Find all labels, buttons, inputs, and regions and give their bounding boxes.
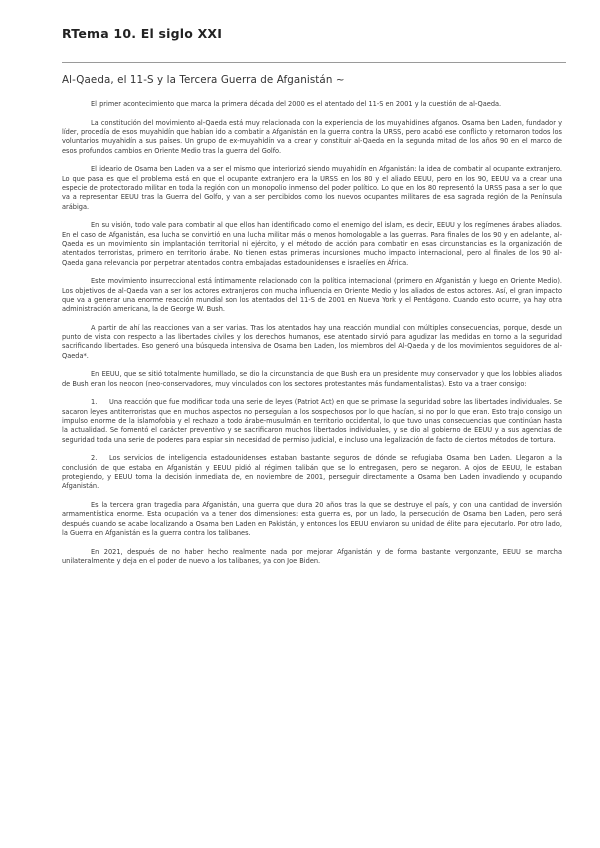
paragraph: A partir de ahí las reacciones van a ser varias. Tras los atentados hay una reacción mundial con múltiples consecuencias, porque, desde un punto de vista con respecto a las libertades civiles y los derechos humanos, ese atentado sirvió para agudizar las medidas en torno a la seguridad sacrificando libertades. Eso generó una búsqueda intensiva de Osama ben Laden, los miembros del Al-Qaeda y de los movimientos seguidores de al-Qaeda*.	[62, 323, 562, 360]
paragraph: El primer acontecimiento que marca la primera década del 2000 es el atentado del 11-S en 2001 y la cuestión de al-Qaeda.	[91, 100, 502, 108]
paragraph: El ideario de Osama ben Laden va a ser el mismo que interiorizó siendo muyahidín en Afganistán: la idea de combatir al ocupante extranjero. Lo que pasa es que el problema está en que el ocupante extranjero era la URSS en los 80 y el aliado EEUU, pero en los 90, EEUU va a crear una especie de protectorado militar en toda la región con un monopolio inmenso del poder político. Lo que en los 80 representó la URSS pasa a ser lo que va a representar EEUU tras la Guerra del Golfo, y van a ser percibidos como los nuevos ocupantes militares de esa sagrada región de la Península arábiga.	[62, 165, 562, 211]
list-item-text: Una reacción que fue modificar toda una serie de leyes (Patriot Act) en que se primase la seguridad sobre las libertades individuales. Se sacaron leyes antiterroristas que en muchos aspectos no perseguían a los sospechosos por lo que hacían, si no por lo que eran. Esto trajo consigo un impulso enorme de la islamofobia y el rechazo a todo árabe-musulmán en territorio occidental, lo que tuvo unas consecuencias que continúan hasta la actualidad. Se fomentó el carácter preventivo y se sacrificaron muchos libertados individuales, y se dio al gobierno de EEUU y a sus agencias de seguridad toda una serie de poderes para espiar sin necesidad de permiso judicial, e incluso una legalización de facto de ciertos métodos de tortura.	[62, 398, 562, 444]
list-item-number: 2.	[91, 454, 98, 463]
paragraph: En su visión, todo vale para combatir al que ellos han identificado como el enemigo del islam, es decir, EEUU y los regímenes árabes aliados. En el caso de Afganistán, esa lucha se convirtió en una lucha militar más o menos homologable a las guerras. Para finales de los 90 y en adelante, al-Qaeda es un movimiento sin implantación territorial ni ejército, y el método de acción para combatir en esas circunstancias es la organización de atentados terroristas, primero en territorio árabe. No tienen estas primeras incursiones mucho impacto internacional, pero al finales de los 90 al-Qaeda gana relevancia por perpetrar atentados contra embajadas estadounidenses e israelíes en África.	[62, 221, 562, 267]
paragraph: Este movimiento insurreccional está íntimamente relacionado con la política internacional (primero en Afganistán y luego en Oriente Medio). Los objetivos de al-Qaeda van a ser los actores extranjeros con mucha influencia en Oriente Medio y los aliados de estos actores. Así, el gran impacto que va a generar una enorme reacción mundial son los atentados del 11-S de 2001 en Nueva York y el Pentágono. Cuando esto ocurre, ya hay otra administración americana, la de George W. Bush.	[62, 277, 562, 314]
page-title: RTema 10. El siglo XXI	[62, 26, 223, 41]
list-item	[62, 398, 562, 445]
document-body	[62, 100, 562, 575]
list-item-text: Los servicios de inteligencia estadounidenses estaban bastante seguros de dónde se refugiaba Osama ben Laden. Llegaron a la conclusión de que estaba en Afganistán y EEUU pidió al régimen talibán que se lo entregasen, pero se negaron. A ojos de EEUU, le estaban protegiendo, y EEUU toma la decisión inmediata de, en noviembre de 2001, perseguir directamente a Osama ben Laden invadiendo y ocupando Afganistán.	[62, 454, 562, 491]
paragraph: Es la tercera gran tragedia para Afganistán, una guerra que dura 20 años tras la que se destruye el país, y con una cantidad de inversión armamentística enorme. Esta ocupación va a tener dos dimensiones: esta guerra es, por un lado, la persecución de Osama ben Laden, pero será después cuando se acabe localizando a Osama ben Laden en Pakistán, y entonces los EEUU enviaron su unidad de élite para ejecutarlo. Por otro lado, la Guerra en Afganistán es la guerra contra los talibanes.	[62, 500, 562, 537]
section-heading: Al-Qaeda, el 11-S y la Tercera Guerra de Afganistán ~	[62, 74, 345, 86]
paragraph: En EEUU, que se sitió totalmente humillado, se dio la circunstancia de que Bush era un presidente muy conservador y que los lobbies aliados de Bush eran los neocon (neo-conservadores, muy vinculados con los sectores protestantes más fundamentalistas). Esto va a traer consigo:	[62, 370, 562, 388]
list-item-number: 1.	[91, 398, 98, 407]
paragraph: La constitución del movimiento al-Qaeda está muy relacionada con la experiencia de los muyahidines afganos. Osama ben Laden, fundador y líder, procedía de esos muyahidín que habían ido a combatir a Afganistán en la guerra contra la URSS, pero acabó ese conflicto y retornaron todos los voluntarios muyahidín a sus países. Un grupo de ex-muyahidín va a crear y constituir al-Qaeda en la segunda mitad de los años 90 en el marco de esos profundos cambios en Oriente Medio tras la guerra del Golfo.	[62, 118, 562, 155]
list-item	[62, 454, 562, 491]
paragraph: En 2021, después de no haber hecho realmente nada por mejorar Afganistán y de forma bastante vergonzante, EEUU se marcha unilateralmente y deja en el poder de nuevo a los talibanes, ya con Joe Biden.	[62, 547, 562, 565]
header-divider	[62, 62, 566, 63]
